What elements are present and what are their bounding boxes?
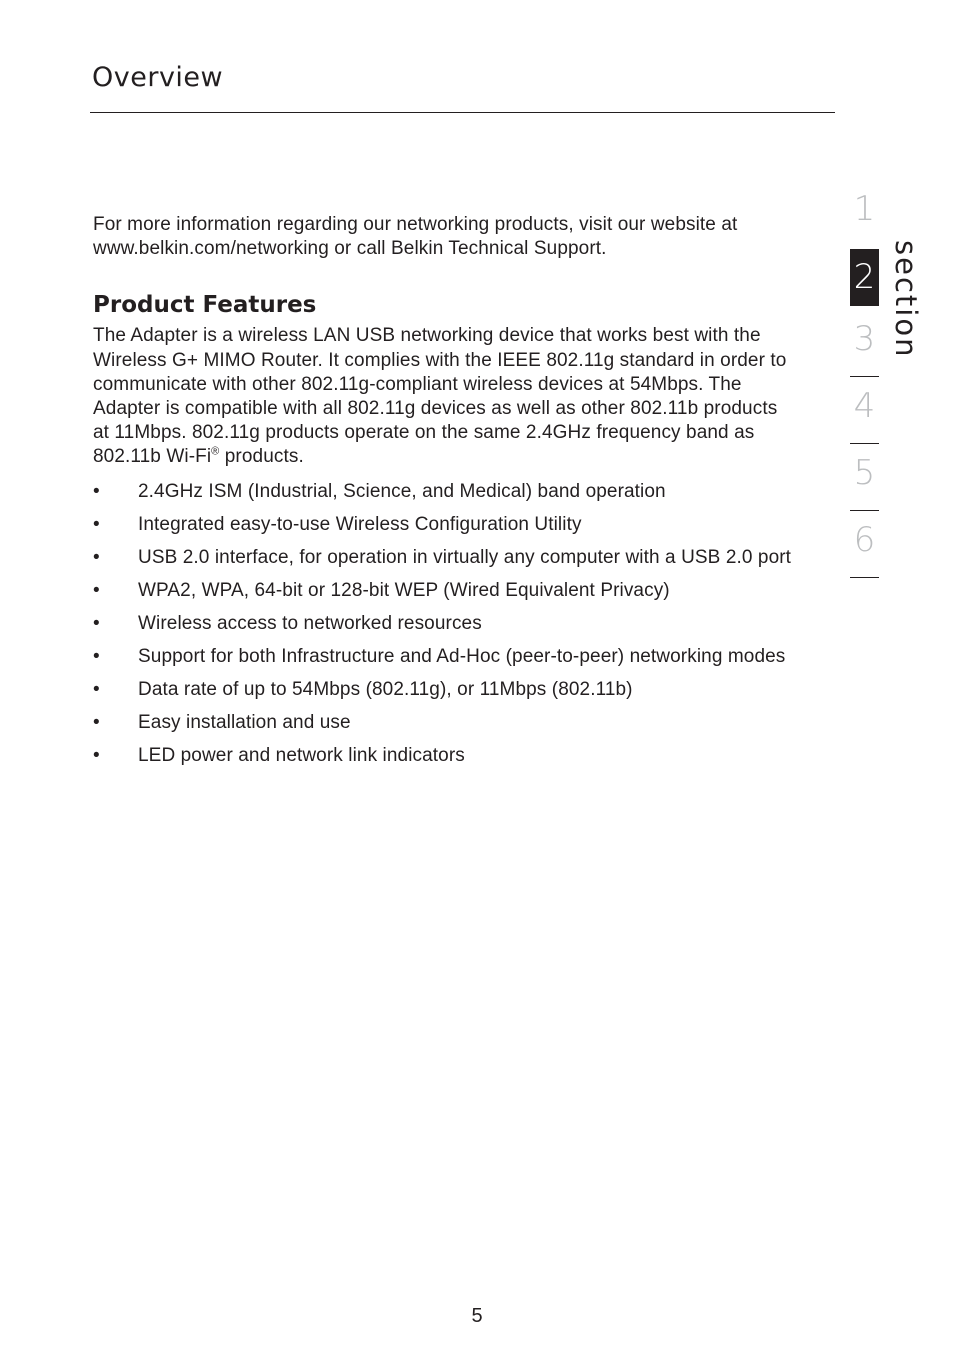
section-tab-number: 5 — [853, 453, 876, 493]
product-features-heading: Product Features — [93, 292, 317, 319]
list-item — [93, 678, 798, 702]
bullet-icon: • — [93, 678, 100, 700]
list-item-text: Easy installation and use — [138, 711, 351, 733]
list-item-text: Data rate of up to 54Mbps (802.11g), or 11Mbps (802.11b) — [138, 678, 633, 700]
list-item-text: Wireless access to networked resources — [138, 612, 482, 634]
section-tab-number: 3 — [853, 319, 876, 359]
list-item — [93, 612, 798, 636]
section-tab-5[interactable] — [850, 444, 879, 511]
list-item — [93, 744, 798, 768]
header-divider — [90, 112, 835, 113]
registered-mark: ® — [211, 446, 220, 459]
list-item-text: LED power and network link indicators — [138, 744, 465, 766]
list-item — [93, 546, 798, 570]
bullet-icon: • — [93, 546, 100, 568]
list-item-text: USB 2.0 interface, for operation in virtually any computer with a USB 2.0 port — [138, 546, 792, 568]
product-features-text-end: products. — [219, 446, 304, 468]
bullet-icon: • — [93, 711, 100, 733]
intro-paragraph: For more information regarding our networking products, visit our website at www.belkin.com/networking or call Belkin Technical Support. — [93, 214, 738, 260]
section-tab-6[interactable] — [850, 511, 879, 578]
section-tab-number: 4 — [853, 386, 876, 426]
section-tab-number: 1 — [853, 189, 876, 229]
list-item — [93, 513, 798, 537]
section-tab-1[interactable] — [850, 180, 879, 243]
section-label: section — [889, 240, 923, 359]
page-title: Overview — [92, 62, 224, 93]
list-item — [93, 579, 798, 603]
bullet-icon: • — [93, 744, 100, 766]
product-features-paragraph — [93, 324, 798, 469]
main-content — [93, 213, 798, 777]
bullet-icon: • — [93, 612, 100, 634]
product-features-text: The Adapter is a wireless LAN USB networking device that works best with the Wireless G+ MIMO Router. It complies with the IEEE 802.11g standard in order to communicate with other 802.11g-compliant wireless devices at 54Mbps. The Adapter is compatible with all 802.11g devices as well as other 802.11b products at 11Mbps. 802.11g products operate on the same 2.4GHz frequency band as 802.11b Wi-Fi — [93, 325, 787, 468]
section-tab-number: 2 — [853, 257, 876, 297]
bullet-icon: • — [93, 645, 100, 667]
section-tab-4[interactable] — [850, 377, 879, 444]
list-item-text: 2.4GHz ISM (Industrial, Science, and Medical) band operation — [138, 480, 666, 502]
bullet-icon: • — [93, 480, 100, 502]
list-item — [93, 645, 798, 669]
list-item-text: Support for both Infrastructure and Ad-Hoc (peer-to-peer) networking modes — [138, 645, 786, 667]
list-item — [93, 711, 798, 735]
bullet-icon: • — [93, 513, 100, 535]
bullet-icon: • — [93, 579, 100, 601]
section-tab-3[interactable] — [850, 310, 879, 377]
page-number: 5 — [471, 1305, 483, 1327]
list-item-text: WPA2, WPA, 64-bit or 128-bit WEP (Wired Equivalent Privacy) — [138, 579, 670, 601]
section-tab-2[interactable] — [850, 249, 879, 306]
list-item-text: Integrated easy-to-use Wireless Configuration Utility — [138, 513, 582, 535]
section-nav — [850, 180, 880, 578]
section-tab-number: 6 — [853, 520, 876, 560]
feature-list — [93, 480, 798, 768]
list-item — [93, 480, 798, 504]
